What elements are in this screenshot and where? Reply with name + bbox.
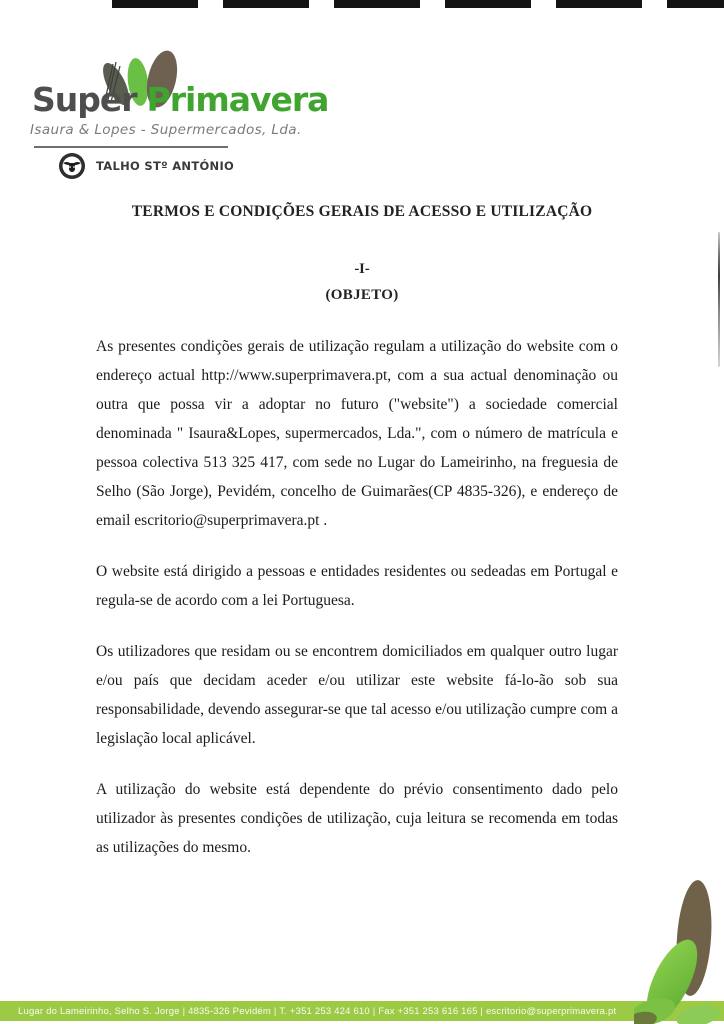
corner-leaves-icon	[634, 876, 724, 1024]
logo-divider	[34, 146, 228, 148]
paragraph-1: As presentes condições gerais de utilização regulam a utilização do website com o endereço actual http://www.superprimavera.pt, com a sua actual denominação ou outra que possa vir a adoptar no futuro ("website") a sociedade comercial denominada " Isaura&Lopes, supermercados, Lda.", com o número de matrícula e pessoa colectiva 513 325 417, com sede no Lugar do Lameirinho, na freguesia de Selho (São Jorge), Pevidém, concelho de Guimarães(CP 4835-326), e endereço de email escritorio@superprimavera.pt .	[96, 338, 618, 529]
bull-stamp-icon	[58, 152, 86, 180]
butcher-badge	[58, 152, 234, 180]
paragraph-4: A utilização do website está dependente do prévio consentimento dado pelo utilizador às presentes condições de utilização, cuja leitura se recomenda em todas as utilizações do mesmo.	[96, 781, 618, 856]
badge-label: TALHO STº ANTÓNIO	[96, 159, 235, 173]
paragraph-3: Os utilizadores que residam ou se encontrem domiciliados em qualquer outro lugar e/ou país que decidam aceder e/ou utilizar este website fá-lo-ão sob sua responsabilidade, devendo assegurar-se que tal acesso e/ou utilização cumpre com a legislação local aplicável.	[96, 643, 618, 747]
brand-super: Super	[32, 80, 137, 119]
paragraph-2: O website está dirigido a pessoas e entidades residentes ou sedeadas em Portugal e regula-se de acordo com a lei Portuguesa.	[96, 563, 618, 609]
document-body	[96, 332, 618, 884]
section-name: (OBJETO)	[325, 287, 399, 303]
footer-bar	[0, 1001, 724, 1021]
brand-wordmark	[32, 80, 328, 119]
document-title: TERMOS E CONDIÇÕES GERAIS DE ACESSO E UTILIZAÇÃO	[131, 203, 593, 220]
scan-edge-artifact	[112, 0, 724, 8]
footer-contact-line: Lugar do Lameirinho, Selho S. Jorge | 4835-326 Pevidém | T. +351 253 424 610 | Fax +351 253 616 165 | escritorio@superprimavera.pt	[18, 1005, 617, 1017]
brand-primavera: Primavera	[146, 80, 329, 119]
company-subtitle: Isaura & Lopes - Supermercados, Lda.	[30, 122, 302, 138]
section-number: -I-	[354, 261, 370, 277]
